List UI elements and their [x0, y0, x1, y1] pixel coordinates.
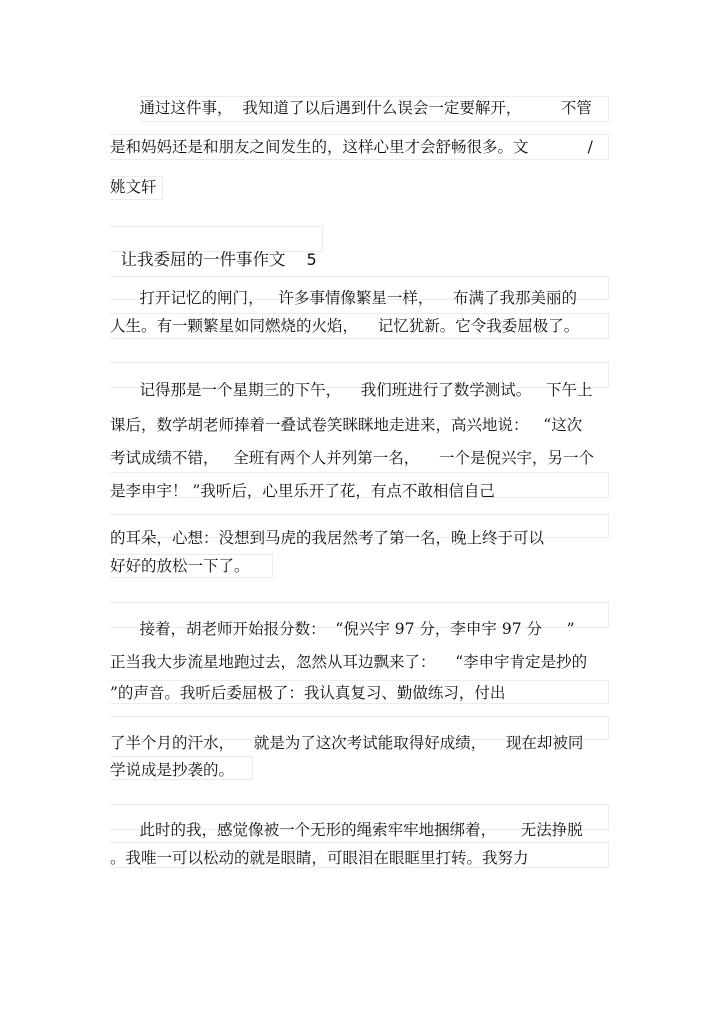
- text-line: 通过这件事， 我知道了以后遇到什么误会一定要解开， 不管: [110, 99, 592, 117]
- article-heading: [110, 227, 317, 271]
- text-line: 姚文轩: [110, 178, 157, 196]
- text-line: 是和妈妈还是和朋友之间发生的，这样心里才会舒畅很多。文 /: [110, 138, 593, 156]
- text-line: 好好的放松一下了。: [110, 557, 250, 575]
- text-line: 是李申宇！ ”我听后，心里乐开了花，有点不敢相信自己: [110, 482, 495, 500]
- text-line: 正当我大步流星地跑过去，忽然从耳边飘来了： “李申宇肯定是抄的: [110, 653, 588, 671]
- text-line: 打开记忆的闸门， 许多事情像繁星一样， 布满了我那美丽的: [110, 289, 578, 307]
- text-line: 记得那是一个星期三的下午， 我们班进行了数学测试。 下午上: [110, 381, 593, 399]
- text-line: ”的声音。我听后委屈极了：我认真复习、勤做练习，付出: [110, 684, 506, 702]
- text-line: 接着，胡老师开始报分数： “倪兴宇 97 分，李申宇 97 分 ”: [110, 620, 575, 638]
- text-line: 。我唯一可以松动的就是眼睛，可眼泪在眼眶里打转。我努力: [110, 849, 529, 867]
- text-line: 学说成是抄袭的。: [110, 761, 235, 779]
- text-line: 考试成绩不错， 全班有两个人并列第一名， 一个是倪兴宇，另一个: [110, 449, 594, 467]
- text-line: 的耳朵，心想：没想到马虎的我居然考了第一名，晚上终于可以: [110, 529, 545, 547]
- heading-number: 5: [306, 250, 317, 269]
- heading-text: 让我委屈的一件事作文: [120, 250, 286, 269]
- text-line: 了半个月的汗水， 就是为了这次考试能取得好成绩， 现在却被同: [110, 734, 584, 752]
- text-line: 此时的我，感觉像被一个无形的绳索牢牢地捆绑着， 无法挣脱: [110, 821, 583, 839]
- text-line: 课后，数学胡老师捧着一叠试卷笑眯眯地走进来，高兴地说： “这次: [110, 416, 583, 434]
- text-line: 人生。有一颗繁星如同燃烧的火焰， 记忆犹新。它令我委屈极了。: [110, 317, 580, 335]
